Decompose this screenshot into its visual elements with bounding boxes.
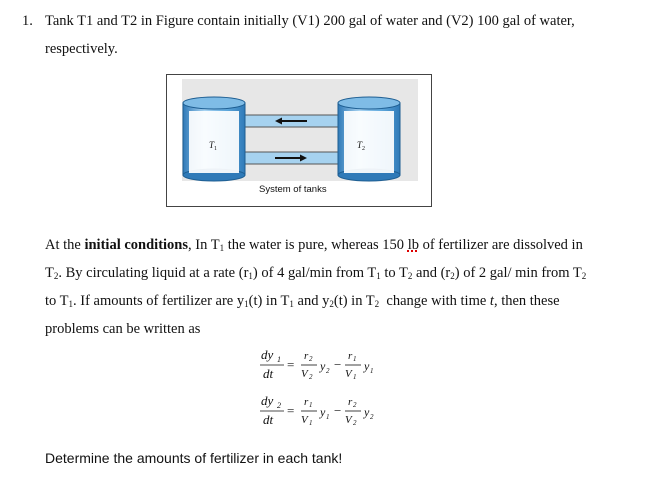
problem-number: 1. (22, 13, 33, 29)
svg-text:1: 1 (326, 413, 330, 421)
svg-text:y: y (364, 405, 370, 419)
svg-text:1: 1 (370, 367, 374, 375)
equation-2 (260, 393, 374, 427)
body-line-2: $T_2$. By circulating liquid at a rate $(r_1)$ of 4 gal/min from $T_1$ to $T_2$ and $(r_2)$ of 2 gal/ min from $T_2$ (45, 265, 587, 281)
tank-2-label-sub: 2 (362, 146, 365, 152)
differential-equations (256, 344, 416, 436)
svg-text:r: r (304, 396, 309, 408)
svg-text:y: y (364, 359, 370, 373)
svg-text:2: 2 (309, 373, 313, 381)
svg-text:1: 1 (353, 373, 357, 381)
svg-text:1: 1 (309, 401, 313, 409)
svg-text:=: = (287, 403, 295, 418)
svg-text:V: V (345, 368, 352, 380)
svg-text:r: r (304, 350, 309, 362)
svg-text:V: V (345, 414, 352, 426)
svg-text:−: − (334, 357, 342, 372)
tank-1 (183, 97, 245, 181)
svg-text:2: 2 (370, 413, 374, 421)
body-line-4: problems can be written as (45, 321, 201, 337)
svg-text:=: = (287, 357, 295, 372)
tank-2 (338, 97, 400, 181)
initial-conditions-bold: initial conditions (84, 237, 189, 253)
svg-text:r: r (348, 396, 353, 408)
intro-line-1: Tank T1 and T2 in Figure contain initially (V1) 200 gal of water and (V2) 100 gal of water, (45, 13, 575, 29)
svg-text:V: V (301, 414, 308, 426)
svg-text:V: V (301, 368, 308, 380)
tank-1-label-sub: 1 (214, 146, 217, 152)
equation-1 (260, 347, 374, 381)
spellcheck-word: lb (407, 237, 419, 253)
svg-text:dy: dy (261, 393, 274, 408)
tank-1-label: T (209, 140, 215, 150)
conclusion-text: Determine the amounts of fertilizer in each tank! (45, 450, 343, 466)
svg-text:1: 1 (277, 355, 281, 364)
svg-text:r: r (348, 350, 353, 362)
svg-text:2: 2 (277, 401, 281, 410)
svg-text:2: 2 (309, 355, 313, 363)
svg-text:2: 2 (326, 367, 330, 375)
figure-caption: System of tanks (259, 184, 327, 195)
body-line-1: At the initial conditions, In $T_1$ the water is pure, whereas 150 lb of fertilizer are dissolved in (45, 237, 583, 253)
tank-2-label: T (357, 140, 363, 150)
body-line-3: to $T_1$. If amounts of fertilizer are $y_1(t)$ in $T_1$ and $y_2(t)$ in $T_2$ change with time t, then these (45, 293, 560, 309)
svg-text:2: 2 (353, 419, 357, 427)
intro-line-2: respectively. (45, 41, 118, 57)
svg-text:1: 1 (353, 355, 357, 363)
svg-text:2: 2 (353, 401, 357, 409)
svg-text:−: − (334, 403, 342, 418)
svg-text:1: 1 (309, 419, 313, 427)
svg-text:dt: dt (263, 412, 274, 427)
svg-text:y: y (320, 405, 326, 419)
svg-text:dy: dy (261, 347, 274, 362)
svg-text:dt: dt (263, 366, 274, 381)
svg-text:y: y (320, 359, 326, 373)
